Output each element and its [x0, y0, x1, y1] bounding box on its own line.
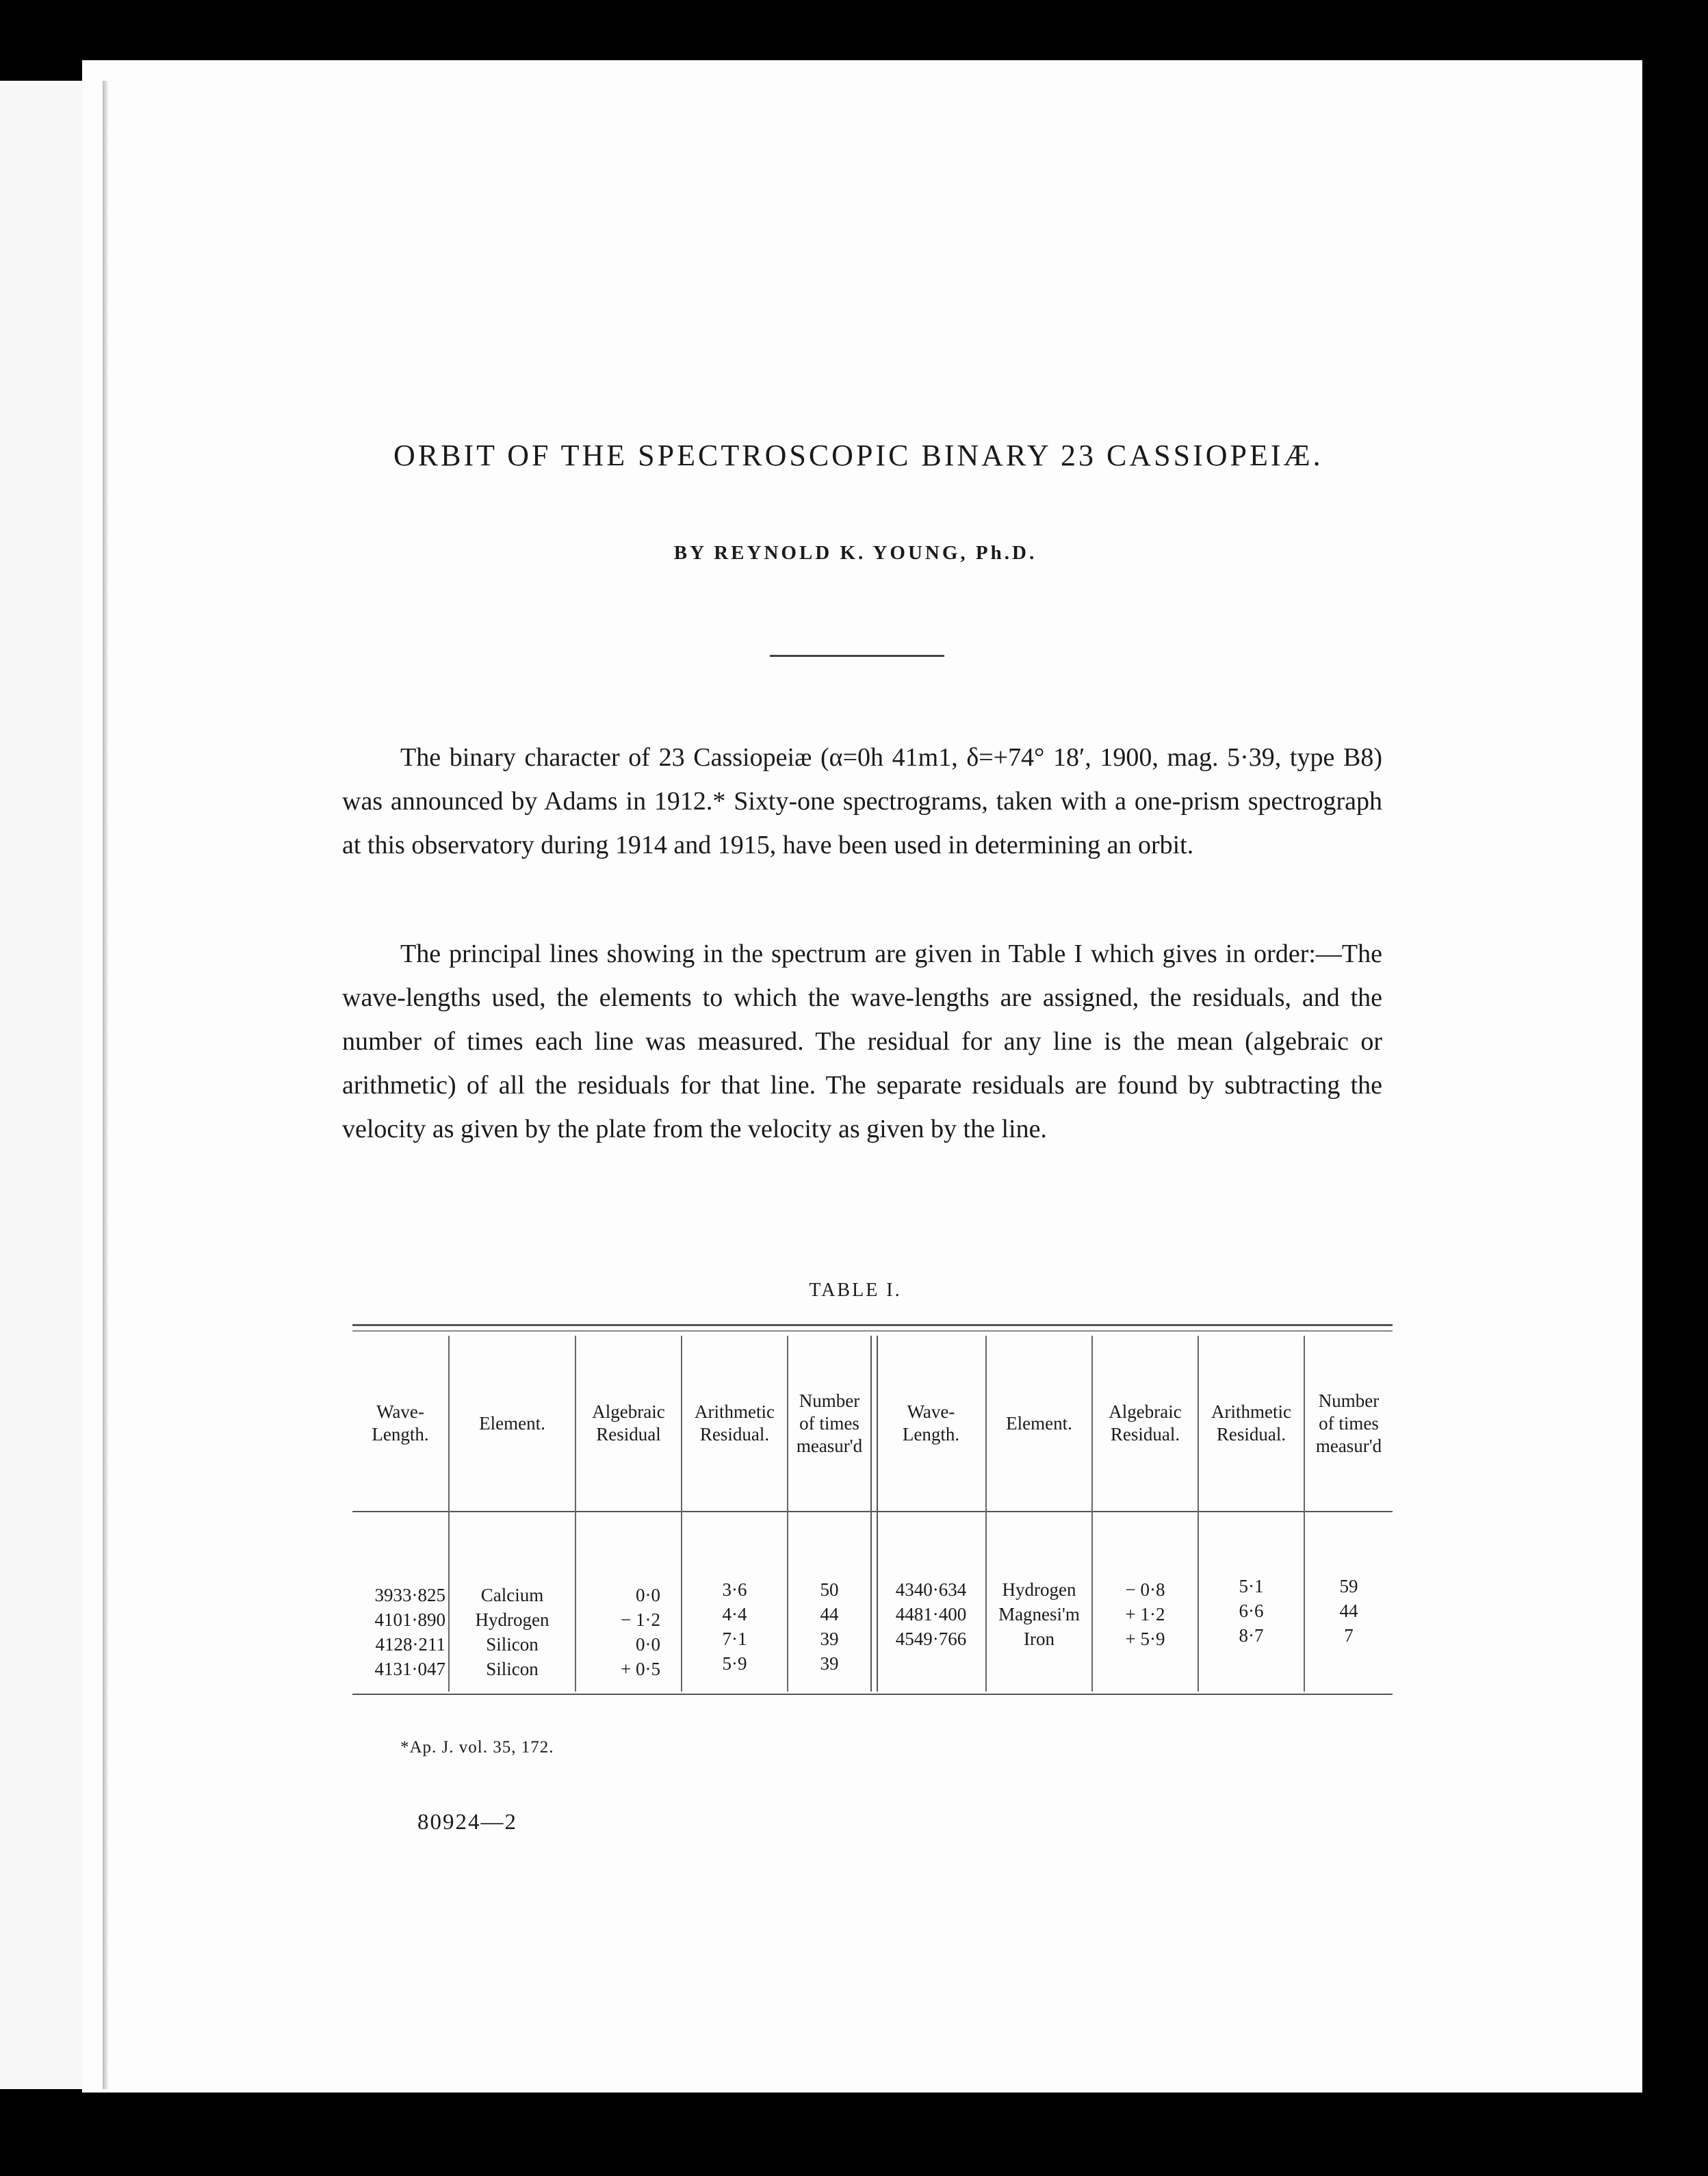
table-bottom-rule	[352, 1694, 1393, 1695]
header-arithmetic-residual: Arithmetic Residual.	[695, 1401, 775, 1445]
times-measured-column: 50 44 39 39	[820, 1579, 839, 1674]
header-times-measured-2: Number of times measur'd	[1315, 1390, 1382, 1456]
printer-signature: 80924—2	[417, 1810, 517, 1835]
article-byline: BY REYNOLD K. YOUNG, Ph.D.	[673, 542, 1037, 564]
arithmetic-residual-column-2: 5·1 6·6 8·7	[1239, 1576, 1264, 1646]
table-caption: TABLE I.	[809, 1280, 902, 1301]
header-element: Element.	[479, 1412, 545, 1434]
table-top-rule	[352, 1324, 1393, 1326]
times-measured-column-2: 59 44 7	[1339, 1576, 1358, 1646]
element-column-2: Hydrogen Magnesi'm Iron	[998, 1579, 1080, 1649]
title-divider	[770, 655, 944, 657]
header-element-2: Element.	[1006, 1412, 1072, 1434]
paragraph-2-text: The principal lines showing in the spectrum are given in Table I which gives in order:—The wave-lengths used, the elements to which the wave-lengths are assigned, the residuals, and the number of times each line was measured. The residual for any line is the mean (algebraic or arithmetic) of all the residuals for that line. The separate residuals are found by subtracting the velocity as given by the plate from the velocity as given by the line.	[342, 940, 1382, 1143]
footnote: *Ap. J. vol. 35, 172.	[400, 1738, 554, 1757]
wave-length-column-2: 4340·634 4481·400 4549·766	[895, 1579, 967, 1649]
paragraph-1-text: The binary character of 23 Cassiopeiæ (α=0h 41m1, δ=+74° 18′, 1900, mag. 5·39, type B8) was announced by Adams in 1912.* Sixty-one spectrograms, taken with a one-prism spectrograph at this observatory during 1914 and 1915, have been used in determining an orbit.	[342, 743, 1382, 859]
arithmetic-residual-column: 3·6 4·4 7·1 5·9	[722, 1579, 747, 1674]
residuals-table	[352, 1321, 1393, 1697]
article-title: ORBIT OF THE SPECTROSCOPIC BINARY 23 CASSIOPEIÆ.	[393, 439, 1323, 472]
paragraph-2	[342, 932, 1382, 1151]
algebraic-residual-column: 0·0 − 1·2 0·0 + 0·5	[621, 1585, 660, 1679]
header-wave-length-2: Wave- Length.	[902, 1401, 960, 1445]
algebraic-residual-column-2: − 0·8 + 1·2 + 5·9	[1125, 1579, 1165, 1649]
header-times-measured: Number of times measur'd	[796, 1390, 863, 1456]
wave-length-column: 3933·825 4101·890 4128·211 4131·047	[374, 1585, 445, 1679]
header-arithmetic-residual-2: Arithmetic Residual.	[1211, 1401, 1291, 1445]
header-algebraic-residual: Algebraic Residual	[592, 1401, 665, 1445]
element-column: Calcium Hydrogen Silicon Silicon	[475, 1585, 549, 1679]
paragraph-1	[342, 736, 1382, 867]
page-fold	[103, 81, 108, 2089]
header-algebraic-residual-2: Algebraic Residual.	[1109, 1401, 1182, 1445]
table-top-rule-2	[352, 1330, 1393, 1332]
header-wave-length: Wave- Length.	[372, 1401, 429, 1445]
